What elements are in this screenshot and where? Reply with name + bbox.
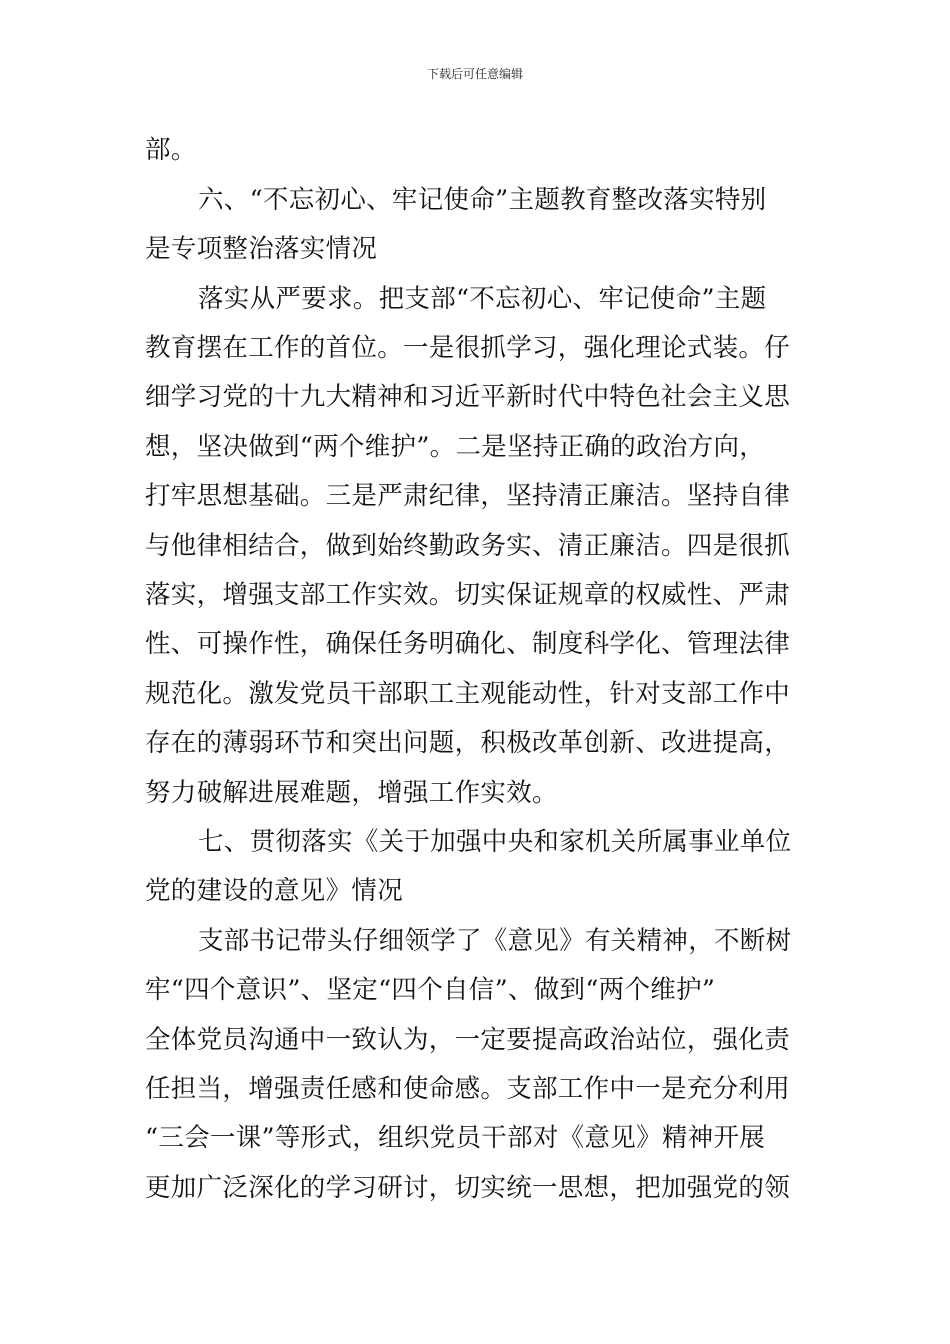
paragraph-line: 任担当，增强责任感和使命感。支部工作中一是充分利用 (145, 1074, 791, 1104)
paragraph-line: 存在的薄弱环节和突出问题，积极改革创新、改进提高， (145, 728, 791, 758)
paragraph-line: 与他律相结合，做到始终勤政务实、清正廉洁。四是很抓 (145, 531, 791, 561)
paragraph-line: 落实从严要求。把支部“不忘初心、牢记使命”主题 (198, 284, 767, 314)
paragraph-line: 细学习党的十九大精神和习近平新时代中特色社会主义思 (145, 382, 791, 412)
paragraph-line: 落实，增强支部工作实效。切实保证规章的权威性、严肃 (145, 580, 791, 610)
paragraph-line: 努力破解进展难题，增强工作实效。 (145, 778, 558, 808)
paragraph-line: 性、可操作性，确保任务明确化、制度科学化、管理法律 (145, 629, 791, 659)
paragraph-line: 全体党员沟通中一致认为，一定要提高政治站位，强化责 (145, 1025, 791, 1055)
paragraph-line: 打牢思想基础。三是严肃纪律，坚持清正廉洁。坚持自律 (145, 481, 791, 511)
section-heading-line: 六、“不忘初心、牢记使命”主题教育整改落实特别 (198, 185, 767, 215)
section-heading-line: 七、贯彻落实《关于加强中央和家机关所属事业单位 (198, 827, 792, 857)
paragraph-line: 教育摆在工作的首位。一是很抓学习，强化理论式装。仔 (145, 333, 791, 363)
text-line: 部。 (145, 135, 197, 165)
paragraph-line: 牢“四个意识”、坚定“四个自信”、做到“两个维护” (145, 975, 716, 1005)
paragraph-line: 想，坚决做到“两个维护”。二是坚持正确的政治方向， (145, 432, 766, 462)
section-heading-line: 党的建设的意见》情况 (145, 876, 404, 906)
paragraph-line: 规范化。激发党员干部职工主观能动性，针对支部工作中 (145, 679, 791, 709)
section-heading-line: 是专项整治落实情况 (145, 234, 378, 264)
paragraph-line: 支部书记带头仔细领学了《意见》有关精神，不断树 (198, 926, 792, 956)
paragraph-line: “三会一课”等形式，组织党员干部对《意见》精神开展 (145, 1123, 766, 1153)
page-header: 下载后可任意编辑 (426, 67, 523, 81)
paragraph-line: 更加广泛深化的学习研讨，切实统一思想，把加强党的领 (145, 1173, 791, 1203)
